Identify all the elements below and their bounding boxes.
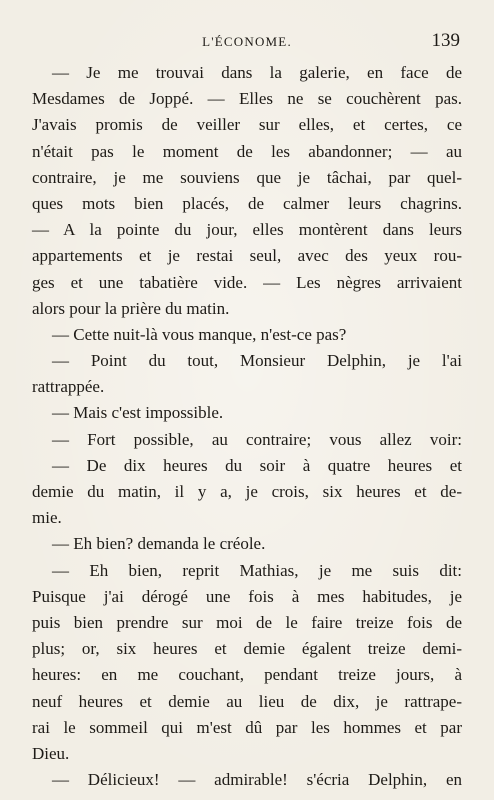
text-line: — Cette nuit-là vous manque, n'est-ce pas?: [52, 324, 347, 344]
text-line: alors pour la prière du matin.: [32, 298, 230, 318]
text-line: contraire, je me souviens que je tâchai, par quel-: [32, 167, 462, 187]
text-line: — Eh bien? demanda le créole.: [52, 534, 266, 554]
text-line: plus; or, six heures et demie égalent treize demi-: [32, 639, 462, 659]
text-line: — A la pointe du jour, elles montèrent dans leurs: [32, 220, 462, 240]
text-line: puis bien prendre sur moi de le faire treize fois de: [32, 612, 462, 632]
text-line: — Eh bien, reprit Mathias, je me suis dit:: [52, 560, 462, 580]
text-line: appartements et je restai seul, avec des yeux rou-: [32, 246, 462, 266]
text-line: — Mais c'est impossible.: [52, 403, 224, 423]
page-header: [34, 30, 460, 54]
text-line: J'avais promis de veiller sur elles, et certes, ce: [32, 115, 462, 135]
text-line: Puisque j'ai dérogé une fois à mes habitudes, je: [32, 586, 462, 606]
text-line: — Fort possible, au contraire; vous allez voir:: [52, 429, 462, 449]
text-line: n'était pas le moment de les abandonner; — au: [32, 141, 462, 161]
running-head: L'ÉCONOME.: [202, 34, 292, 49]
text-line: — Je me trouvai dans la galerie, en face de: [52, 63, 462, 82]
text-line: demie du matin, il y a, je crois, six heures et de-: [32, 482, 462, 501]
text-line: Dieu.: [32, 743, 70, 763]
body-text: [32, 60, 462, 793]
text-line: Mesdames de Joppé. — Elles ne se couchèrent pas.: [32, 89, 462, 109]
text-line: — Point du tout, Monsieur Delphin, je l'ai: [52, 351, 462, 371]
text-line: — De dix heures du soir à quatre heures et: [52, 455, 462, 475]
text-line: — Délicieux! — admirable! s'écria Delphin, en: [52, 770, 462, 790]
text-line: ques mots bien placés, de calmer leurs chagrins.: [32, 193, 462, 213]
text-line: ges et une tabatière vide. — Les nègres arrivaient: [32, 272, 462, 292]
text-line: mie.: [32, 508, 62, 528]
text-line: neuf heures et demie au lieu de dix, je rattrape-: [32, 691, 462, 711]
page-number: 139: [431, 30, 460, 51]
text-line: heures: en me couchant, pendant treize jours, à: [32, 665, 462, 685]
text-line: rai le sommeil qui m'est dû par les hommes et par: [32, 717, 462, 737]
text-line: rattrappée.: [32, 377, 105, 397]
